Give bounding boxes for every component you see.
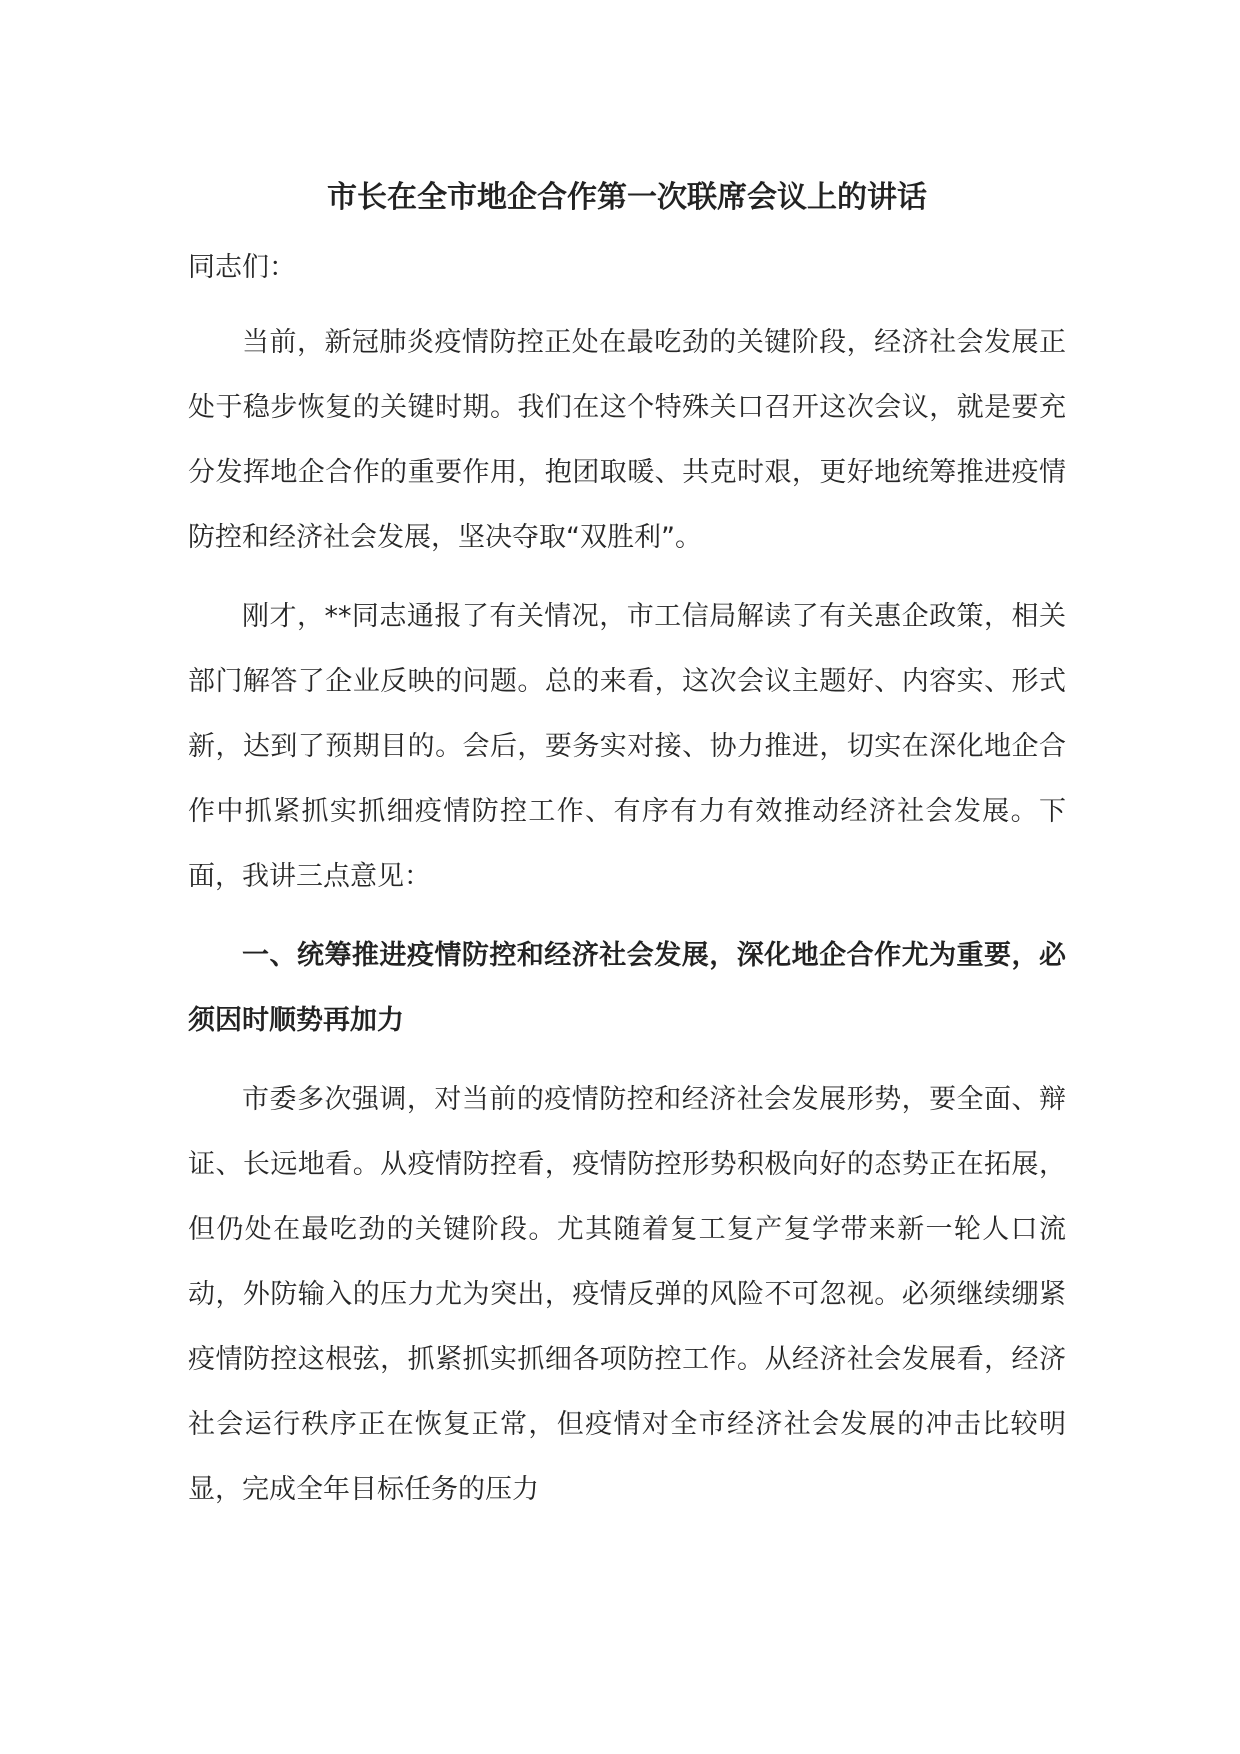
paragraph-summary: 刚才，**同志通报了有关情况，市工信局解读了有关惠企政策，相关部门解答了企业反映的问题。总的来看，这次会议主题好、内容实、形式新，达到了预期目的。会后，要务实对接、协力推进，切实在深化地企合作中抓紧抓实抓细疫情防控工作、有序有力有效推动经济社会发展。下面，我讲三点意见： <box>188 601 1066 892</box>
salutation: 同志们： <box>188 252 296 283</box>
document-page <box>188 172 1066 1522</box>
document-title: 市长在全市地企合作第一次联席会议上的讲话 <box>327 180 927 215</box>
section-paragraph-1: 市委多次强调，对当前的疫情防控和经济社会发展形势，要全面、辩证、长远地看。从疫情防控看，疫情防控形势积极向好的态势正在拓展，但仍处在最吃劲的关键阶段。尤其随着复工复产复学带来新一轮人口流动，外防输入的压力尤为突出，疫情反弹的风险不可忽视。必须继续绷紧疫情防控这根弦，抓紧抓实抓细各项防控工作。从经济社会发展看，经济社会运行秩序正在恢复正常，但疫情对全市经济社会发展的冲击比较明显，完成全年目标任务的压力 <box>188 1084 1066 1505</box>
section-heading-1: 一、统筹推进疫情防控和经济社会发展，深化地企合作尤为重要，必须因时顺势再加力 <box>188 940 1066 1036</box>
paragraph-intro: 当前，新冠肺炎疫情防控正处在最吃劲的关键阶段，经济社会发展正处于稳步恢复的关键时期。我们在这个特殊关口召开这次会议，就是要充分发挥地企合作的重要作用，抱团取暖、共克时艰，更好地统筹推进疫情防控和经济社会发展，坚决夺取“双胜利”。 <box>188 327 1066 553</box>
